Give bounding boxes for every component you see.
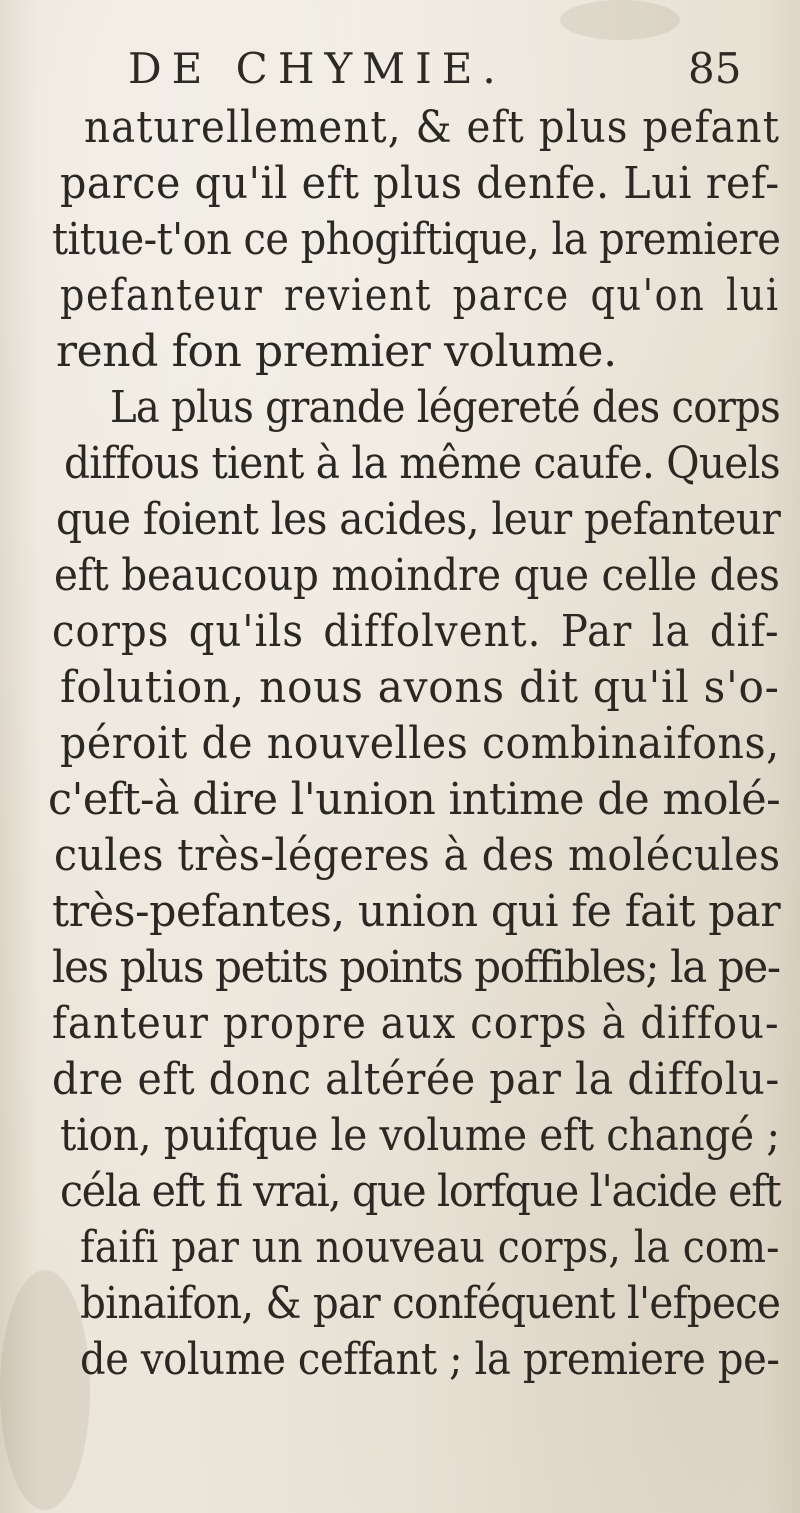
text-line: diffous tient à la même caufe. Quels — [64, 438, 780, 489]
text-line: les plus petits points poffibles; la pe- — [52, 942, 780, 993]
text-line: La plus grande légereté des corps — [110, 382, 780, 433]
text-line: dre eft donc altérée par la diffolu- — [52, 1054, 780, 1105]
text-line: très-pefantes, union qui fe fait par — [52, 886, 781, 937]
text-line: céla eft fi vrai, que lorfque l'acide eft — [60, 1166, 781, 1217]
text-line: de volume ceffant ; la premiere pe- — [80, 1334, 780, 1385]
text-line: c'eft-à dire l'union intime de molé- — [48, 774, 781, 825]
text-line: fanteur propre aux corps à diffou- — [52, 998, 780, 1049]
text-line: tion, puifque le volume eft changé ; — [60, 1110, 780, 1161]
text-line: péroit de nouvelles combinaifons, — [60, 718, 780, 769]
paper-stain — [0, 1270, 90, 1510]
text-line: eft beaucoup moindre que celle des — [54, 550, 780, 601]
text-line: pefanteur revient parce qu'on lui — [60, 270, 780, 321]
text-line: corps qu'ils diffolvent. Par la dif- — [52, 606, 780, 657]
paper-stain — [560, 0, 680, 40]
page-header — [0, 40, 800, 100]
text-line: folution, nous avons dit qu'il s'o- — [60, 662, 780, 713]
text-line: parce qu'il eft plus denfe. Lui ref- — [60, 158, 780, 209]
running-title: DE CHYMIE. — [128, 44, 506, 93]
text-line: naturellement, & eft plus pefant — [84, 102, 781, 153]
text-line: faifi par un nouveau corps, la com- — [80, 1222, 780, 1273]
text-line: rend fon premier volume. — [56, 326, 617, 377]
page-number: 85 — [688, 44, 742, 93]
text-line: binaifon, & par conféquent l'efpece — [80, 1278, 781, 1329]
text-line: que foient les acides, leur pefanteur — [56, 494, 781, 545]
text-line: titue-t'on ce phogiftique, la premiere — [52, 214, 781, 265]
text-line: cules très-légeres à des molécules — [54, 830, 781, 881]
